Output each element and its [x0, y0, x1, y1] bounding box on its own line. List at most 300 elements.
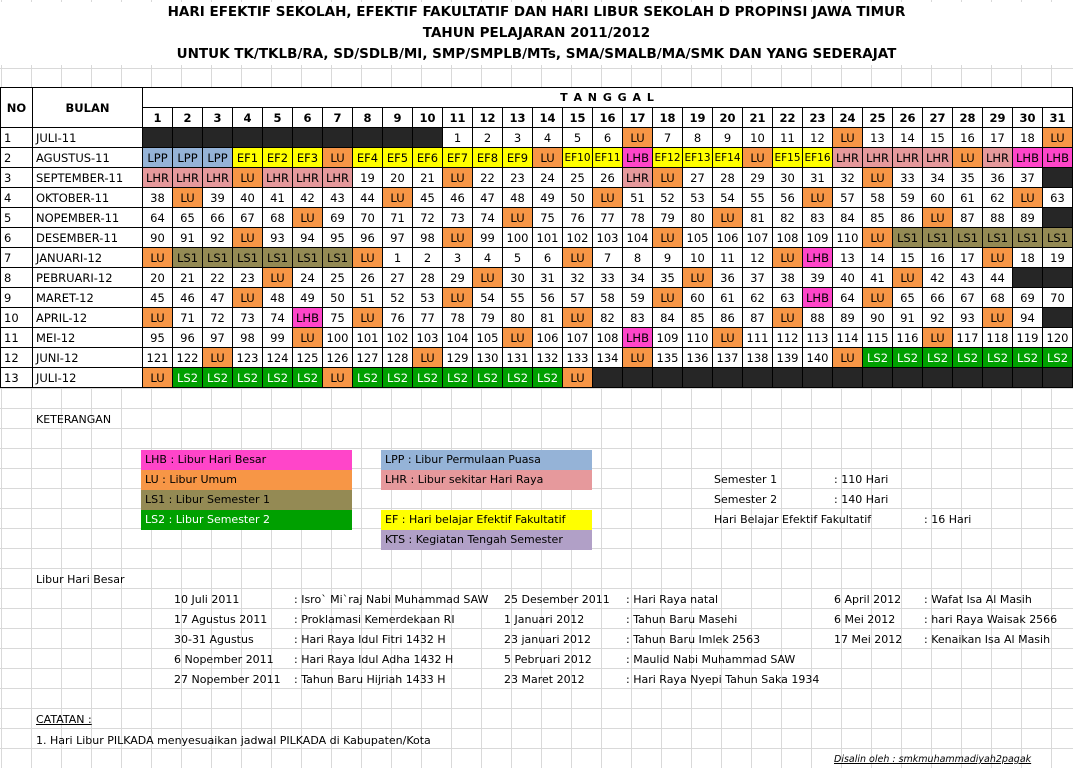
day-cell: 71 — [383, 208, 413, 228]
day-cell: EF4 — [353, 148, 383, 168]
legend-lu: LU : Libur Umum — [141, 470, 352, 490]
day-cell: 69 — [323, 208, 353, 228]
day-cell: 31 — [533, 268, 563, 288]
day-cell: LS2 — [1043, 348, 1073, 368]
title-block — [0, 2, 1073, 65]
day-header: 13 — [503, 108, 533, 128]
empty-day-cell — [593, 368, 623, 388]
day-cell: 18 — [1013, 128, 1043, 148]
semester1-label: Semester 1 — [714, 473, 778, 486]
day-cell: 60 — [683, 288, 713, 308]
day-cell: LU — [503, 208, 533, 228]
day-cell: 39 — [803, 268, 833, 288]
day-cell: LS2 — [443, 368, 473, 388]
day-cell: LS1 — [893, 228, 923, 248]
day-cell: 128 — [383, 348, 413, 368]
day-cell: LS2 — [1013, 348, 1043, 368]
no-header: NO — [1, 88, 33, 128]
day-cell: LU — [413, 348, 443, 368]
holiday-date: 6 April 2012 — [834, 593, 902, 606]
day-cell: 112 — [773, 328, 803, 348]
holiday-name: : Hari Raya Idul Adha 1432 H — [294, 653, 454, 666]
day-cell: 59 — [893, 188, 923, 208]
empty-day-cell — [173, 128, 203, 148]
day-cell: 102 — [563, 228, 593, 248]
day-cell: 2 — [473, 128, 503, 148]
row-number: 1 — [1, 128, 33, 148]
day-cell: 8 — [623, 248, 653, 268]
day-cell: 110 — [833, 228, 863, 248]
day-cell: LHR — [203, 168, 233, 188]
keterangan-label: KETERANGAN — [36, 413, 112, 426]
holiday-date: 6 Nopember 2011 — [174, 653, 274, 666]
day-cell: LU — [653, 228, 683, 248]
day-cell: 50 — [563, 188, 593, 208]
day-cell: LS2 — [473, 368, 503, 388]
day-cell: 60 — [923, 188, 953, 208]
day-cell: 114 — [833, 328, 863, 348]
day-cell: 85 — [683, 308, 713, 328]
day-cell: 5 — [503, 248, 533, 268]
day-cell: 48 — [263, 288, 293, 308]
day-header: 20 — [713, 108, 743, 128]
day-cell: 33 — [893, 168, 923, 188]
day-cell: 83 — [803, 208, 833, 228]
day-header: 1 — [143, 108, 173, 128]
day-cell: LU — [143, 248, 173, 268]
day-cell: 10 — [683, 248, 713, 268]
day-cell: LU — [863, 288, 893, 308]
day-cell: 69 — [1013, 288, 1043, 308]
calendar-table — [0, 87, 1073, 388]
day-cell: LHR — [323, 168, 353, 188]
day-cell: 93 — [953, 308, 983, 328]
day-cell: 124 — [263, 348, 293, 368]
day-cell: 67 — [233, 208, 263, 228]
day-header: 6 — [293, 108, 323, 128]
day-cell: 94 — [293, 228, 323, 248]
day-cell: 67 — [953, 288, 983, 308]
empty-day-cell — [1043, 308, 1073, 328]
day-cell: 2 — [413, 248, 443, 268]
day-cell: LHR — [863, 148, 893, 168]
empty-day-cell — [623, 368, 653, 388]
day-cell: EF5 — [383, 148, 413, 168]
holiday-date: 17 Agustus 2011 — [174, 613, 268, 626]
day-cell: 103 — [413, 328, 443, 348]
empty-day-cell — [773, 368, 803, 388]
day-cell: 9 — [713, 128, 743, 148]
day-cell: LS2 — [413, 368, 443, 388]
day-cell: EF14 — [713, 148, 743, 168]
day-cell: LU — [353, 308, 383, 328]
day-cell: 49 — [293, 288, 323, 308]
day-cell: 63 — [1043, 188, 1073, 208]
bulan-header: BULAN — [33, 88, 143, 128]
day-cell: 79 — [653, 208, 683, 228]
day-cell: LHB — [293, 308, 323, 328]
semester2-label: Semester 2 — [714, 493, 778, 506]
day-cell: 29 — [743, 168, 773, 188]
day-cell: 129 — [443, 348, 473, 368]
holiday-name: : Isro` Mi`raj Nabi Muhammad SAW — [294, 593, 489, 606]
day-cell: 44 — [983, 268, 1013, 288]
day-header: 29 — [983, 108, 1013, 128]
day-cell: 23 — [503, 168, 533, 188]
empty-day-cell — [1043, 168, 1073, 188]
day-cell: LS2 — [983, 348, 1013, 368]
day-cell: 97 — [203, 328, 233, 348]
day-cell: 41 — [863, 268, 893, 288]
day-cell: 26 — [593, 168, 623, 188]
day-cell: LU — [233, 288, 263, 308]
day-cell: 113 — [803, 328, 833, 348]
day-cell: LU — [293, 208, 323, 228]
day-cell: EF8 — [473, 148, 503, 168]
day-cell: LU — [953, 148, 983, 168]
day-cell: 14 — [863, 248, 893, 268]
day-cell: LU — [773, 248, 803, 268]
day-cell: 61 — [713, 288, 743, 308]
calendar-body — [1, 128, 1073, 388]
holiday-date: 23 Maret 2012 — [504, 673, 585, 686]
month-row — [1, 268, 1073, 288]
day-cell: 36 — [983, 168, 1013, 188]
day-cell: 107 — [743, 228, 773, 248]
day-header: 8 — [353, 108, 383, 128]
day-cell: 88 — [983, 208, 1013, 228]
legend-lhb: LHB : Libur Hari Besar — [141, 450, 352, 470]
day-cell: LU — [893, 268, 923, 288]
day-cell: 96 — [173, 328, 203, 348]
empty-day-cell — [1043, 368, 1073, 388]
day-cell: EF1 — [233, 148, 263, 168]
empty-day-cell — [683, 368, 713, 388]
day-cell: 46 — [443, 188, 473, 208]
day-header: 18 — [653, 108, 683, 128]
day-cell: 139 — [773, 348, 803, 368]
day-cell: LU — [1013, 188, 1043, 208]
day-header: 9 — [383, 108, 413, 128]
day-cell: 104 — [623, 228, 653, 248]
day-cell: 91 — [893, 308, 923, 328]
day-cell: LU — [443, 228, 473, 248]
day-cell: 6 — [533, 248, 563, 268]
day-cell: 95 — [143, 328, 173, 348]
day-cell: 107 — [563, 328, 593, 348]
day-cell: LPP — [143, 148, 173, 168]
day-cell: 43 — [953, 268, 983, 288]
day-cell: 19 — [1043, 248, 1073, 268]
day-cell: 6 — [593, 128, 623, 148]
day-cell: 77 — [413, 308, 443, 328]
day-cell: 101 — [533, 228, 563, 248]
day-cell: LU — [623, 128, 653, 148]
ef-total-value: : 16 Hari — [924, 513, 972, 526]
day-cell: 18 — [1013, 248, 1043, 268]
legend-lhr: LHR : Libur sekitar Hari Raya — [381, 470, 592, 490]
day-cell: 46 — [173, 288, 203, 308]
holidays-title: Libur Hari Besar — [36, 573, 125, 586]
day-cell: 117 — [953, 328, 983, 348]
day-cell: 109 — [803, 228, 833, 248]
month-name: MARET-12 — [33, 288, 143, 308]
empty-day-cell — [1043, 208, 1073, 228]
day-cell: LHR — [263, 168, 293, 188]
day-cell: 119 — [1013, 328, 1043, 348]
day-cell: 87 — [743, 308, 773, 328]
day-cell: 1 — [383, 248, 413, 268]
empty-day-cell — [293, 128, 323, 148]
day-cell: 108 — [593, 328, 623, 348]
empty-day-cell — [413, 128, 443, 148]
row-number: 7 — [1, 248, 33, 268]
holiday-name: : Proklamasi Kemerdekaan RI — [294, 613, 455, 626]
day-cell: LS1 — [983, 228, 1013, 248]
row-number: 8 — [1, 268, 33, 288]
day-cell: 12 — [743, 248, 773, 268]
month-name: JANUARI-12 — [33, 248, 143, 268]
day-cell: EF12 — [653, 148, 683, 168]
day-cell: 120 — [1043, 328, 1073, 348]
holiday-date: 1 Januari 2012 — [504, 613, 585, 626]
day-cell: 57 — [563, 288, 593, 308]
day-cell: 22 — [203, 268, 233, 288]
day-cell: LU — [143, 368, 173, 388]
empty-day-cell — [653, 368, 683, 388]
month-row — [1, 208, 1073, 228]
day-cell: 25 — [563, 168, 593, 188]
day-cell: 101 — [353, 328, 383, 348]
day-cell: LHR — [983, 148, 1013, 168]
day-cell: 29 — [443, 268, 473, 288]
empty-day-cell — [743, 368, 773, 388]
day-cell: 66 — [923, 288, 953, 308]
day-cell: 68 — [263, 208, 293, 228]
day-cell: 22 — [473, 168, 503, 188]
day-cell: 111 — [743, 328, 773, 348]
empty-day-cell — [203, 128, 233, 148]
day-cell: 7 — [593, 248, 623, 268]
day-header: 12 — [473, 108, 503, 128]
day-cell: 65 — [173, 208, 203, 228]
day-cell: 54 — [713, 188, 743, 208]
day-cell: LHB — [623, 148, 653, 168]
day-cell: 80 — [683, 208, 713, 228]
day-cell: LU — [443, 168, 473, 188]
day-cell: 123 — [233, 348, 263, 368]
day-cell: 78 — [623, 208, 653, 228]
day-cell: 51 — [623, 188, 653, 208]
empty-day-cell — [923, 368, 953, 388]
day-cell: 8 — [683, 128, 713, 148]
day-cell: 13 — [863, 128, 893, 148]
row-number: 9 — [1, 288, 33, 308]
day-cell: 75 — [533, 208, 563, 228]
day-cell: LHB — [1043, 148, 1073, 168]
day-header: 10 — [413, 108, 443, 128]
day-cell: 140 — [803, 348, 833, 368]
day-cell: 51 — [353, 288, 383, 308]
day-header: 7 — [323, 108, 353, 128]
day-cell: LS1 — [293, 248, 323, 268]
row-number: 4 — [1, 188, 33, 208]
day-cell: LU — [713, 208, 743, 228]
day-cell: 11 — [773, 128, 803, 148]
day-cell: LS2 — [863, 348, 893, 368]
day-cell: LU — [323, 148, 353, 168]
day-cell: LU — [443, 288, 473, 308]
day-cell: 130 — [473, 348, 503, 368]
day-cell: LU — [323, 368, 353, 388]
day-cell: 54 — [473, 288, 503, 308]
day-cell: 82 — [773, 208, 803, 228]
day-cell: 93 — [263, 228, 293, 248]
day-cell: 84 — [653, 308, 683, 328]
day-cell: 131 — [503, 348, 533, 368]
day-cell: LHR — [623, 168, 653, 188]
day-cell: LS1 — [323, 248, 353, 268]
day-cell: LU — [983, 308, 1013, 328]
day-cell: 72 — [413, 208, 443, 228]
day-cell: 89 — [833, 308, 863, 328]
holiday-name: : Tahun Baru Hijriah 1433 H — [294, 673, 446, 686]
holiday-date: 27 Nopember 2011 — [174, 673, 281, 686]
day-cell: 133 — [563, 348, 593, 368]
day-cell: 35 — [953, 168, 983, 188]
month-row — [1, 168, 1073, 188]
day-cell: 92 — [203, 228, 233, 248]
day-cell: 105 — [683, 228, 713, 248]
day-header: 22 — [773, 108, 803, 128]
day-cell: 116 — [893, 328, 923, 348]
holiday-name: : Maulid Nabi Muhammad SAW — [626, 653, 796, 666]
day-cell: EF10 — [563, 148, 593, 168]
day-header: 25 — [863, 108, 893, 128]
day-cell: 24 — [293, 268, 323, 288]
day-cell: 25 — [323, 268, 353, 288]
day-cell: 33 — [593, 268, 623, 288]
day-header: 14 — [533, 108, 563, 128]
day-cell: 98 — [413, 228, 443, 248]
day-cell: 83 — [623, 308, 653, 328]
holiday-name: : hari Raya Waisak 2566 — [924, 613, 1058, 626]
day-cell: LU — [863, 228, 893, 248]
day-cell: 104 — [443, 328, 473, 348]
month-row — [1, 128, 1073, 148]
month-row — [1, 328, 1073, 348]
day-cell: LU — [203, 348, 233, 368]
day-cell: LU — [833, 128, 863, 148]
day-cell: LS2 — [263, 368, 293, 388]
day-cell: 41 — [263, 188, 293, 208]
day-header: 17 — [623, 108, 653, 128]
day-cell: 37 — [743, 268, 773, 288]
catatan-title: CATATAN : — [36, 713, 92, 726]
day-cell: 52 — [653, 188, 683, 208]
day-cell: 85 — [863, 208, 893, 228]
legend-lpp: LPP : Libur Permulaan Puasa — [381, 450, 592, 470]
empty-day-cell — [863, 368, 893, 388]
day-cell: 97 — [383, 228, 413, 248]
day-header: 27 — [923, 108, 953, 128]
day-cell: LU — [863, 168, 893, 188]
day-cell: 11 — [713, 248, 743, 268]
day-cell: LS1 — [173, 248, 203, 268]
day-cell: 15 — [893, 248, 923, 268]
catatan-item: 1. Hari Libur PILKADA menyesuaikan jadwal PILKADA di Kabupaten/Kota — [36, 734, 431, 747]
day-cell: 73 — [443, 208, 473, 228]
day-cell: LS2 — [203, 368, 233, 388]
empty-day-cell — [893, 368, 923, 388]
row-number: 12 — [1, 348, 33, 368]
holiday-name: : Tahun Baru Imlek 2563 — [626, 633, 761, 646]
day-cell: 40 — [233, 188, 263, 208]
holiday-date: 25 Desember 2011 — [504, 593, 610, 606]
empty-day-cell — [713, 368, 743, 388]
day-cell: LHR — [833, 148, 863, 168]
day-header: 28 — [953, 108, 983, 128]
holiday-name: : Hari Raya natal — [626, 593, 719, 606]
day-cell: 90 — [143, 228, 173, 248]
day-cell: 37 — [1013, 168, 1043, 188]
day-header: 2 — [173, 108, 203, 128]
day-cell: EF11 — [593, 148, 623, 168]
day-cell: LU — [503, 328, 533, 348]
day-cell: 56 — [533, 288, 563, 308]
day-cell: LS1 — [263, 248, 293, 268]
day-header: 23 — [803, 108, 833, 128]
day-cell: 21 — [173, 268, 203, 288]
day-cell: 75 — [323, 308, 353, 328]
day-cell: 64 — [833, 288, 863, 308]
month-name: JUNI-12 — [33, 348, 143, 368]
day-cell: LU — [983, 248, 1013, 268]
day-cell: EF15 — [773, 148, 803, 168]
day-cell: 110 — [683, 328, 713, 348]
row-number: 10 — [1, 308, 33, 328]
day-header: 11 — [443, 108, 473, 128]
day-header: 3 — [203, 108, 233, 128]
month-name: JULI-11 — [33, 128, 143, 148]
day-cell: LU — [383, 188, 413, 208]
day-cell: 68 — [983, 288, 1013, 308]
day-cell: 20 — [383, 168, 413, 188]
day-cell: 42 — [293, 188, 323, 208]
empty-day-cell — [323, 128, 353, 148]
day-number-row — [1, 108, 1073, 128]
day-cell: 61 — [953, 188, 983, 208]
holiday-name: : Hari Raya Nyepi Tahun Saka 1934 — [626, 673, 820, 686]
day-cell: LU — [593, 188, 623, 208]
month-name: PEBRUARI-12 — [33, 268, 143, 288]
day-cell: 7 — [653, 128, 683, 148]
day-cell: 86 — [713, 308, 743, 328]
day-cell: 71 — [173, 308, 203, 328]
day-cell: LU — [713, 328, 743, 348]
day-cell: 70 — [353, 208, 383, 228]
day-cell: 50 — [323, 288, 353, 308]
day-cell: LHR — [143, 168, 173, 188]
month-name: DESEMBER-11 — [33, 228, 143, 248]
day-cell: 80 — [503, 308, 533, 328]
day-cell: LHR — [293, 168, 323, 188]
day-cell: 122 — [173, 348, 203, 368]
empty-day-cell — [143, 128, 173, 148]
row-number: 3 — [1, 168, 33, 188]
day-cell: 34 — [623, 268, 653, 288]
empty-day-cell — [263, 128, 293, 148]
